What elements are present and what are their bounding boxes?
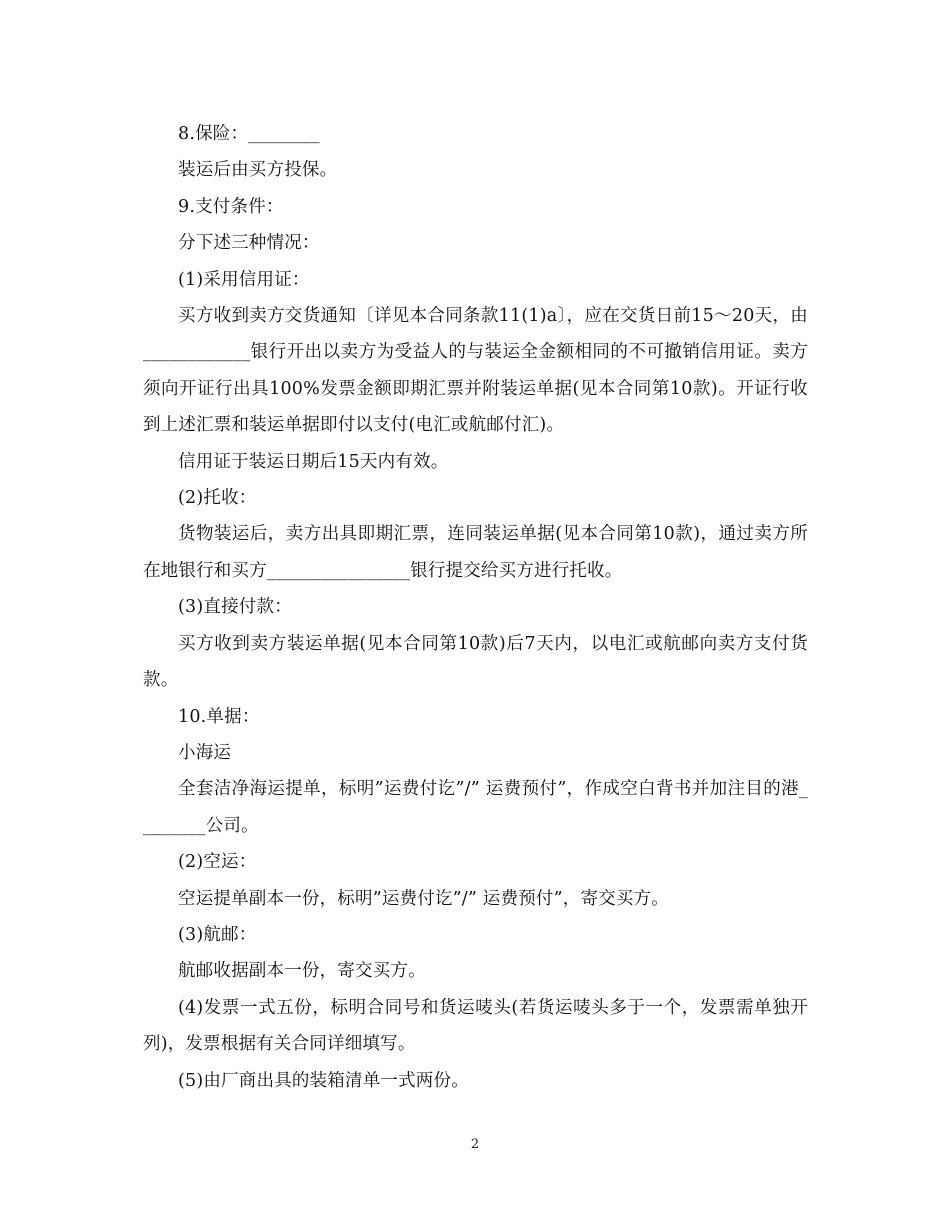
clause-insurance-heading: 8.保险：________ bbox=[178, 124, 320, 144]
payment-collection-text: 货物装运后，卖方出具即期汇票，连同装运单据(见本合同第10款)，通过卖方所在地银行和买方________________银行提交给买方进行托收。 bbox=[143, 524, 808, 581]
payment-collection-heading: (2)托收： bbox=[178, 488, 257, 509]
payment-intro: 分下述三种情况： bbox=[178, 233, 320, 254]
documents-airmail-heading: (3)航邮： bbox=[178, 924, 257, 945]
documents-invoice-text: (4)发票一式五份，标明合同号和货运唛头(若货运唛头多于一个，发票需单独开列)，发票根据有关合同详细填写。 bbox=[143, 997, 808, 1055]
documents-ocean-text: 全套洁净海运提单，标明”运费付讫”/” 运费预付”，作成空白背书并加注目的港________公司。 bbox=[143, 779, 808, 836]
documents-air-text: 空运提单副本一份，标明”运费付讫”/” 运费预付”，寄交买方。 bbox=[178, 888, 669, 909]
payment-lc-validity: 信用证于装运日期后15天内有效。 bbox=[178, 451, 449, 472]
documents-packing-list-text: (5)由厂商出具的装箱清单一式两份。 bbox=[178, 1070, 469, 1091]
documents-ocean-heading: 小海运 bbox=[178, 742, 232, 763]
clause-documents-heading: 10.单据： bbox=[178, 706, 260, 727]
payment-lc-heading: (1)采用信用证： bbox=[178, 269, 310, 290]
payment-direct-heading: (3)直接付款： bbox=[178, 597, 292, 618]
page-number: 2 bbox=[470, 1137, 480, 1152]
document-body bbox=[143, 116, 808, 1099]
clause-payment-heading: 9.支付条件： bbox=[178, 196, 284, 217]
clause-insurance-text: 装运后由买方投保。 bbox=[178, 160, 338, 181]
payment-lc-text: 买方收到卖方交货通知〔详见本合同条款11(1)a〕，应在交货日前15～20天，由____________银行开出以卖方为受益人的与装运全金额相同的不可撤销信用证。卖方须向开证行出具100%发票金额即期汇票并附装运单据(见本合同第10款)。开证行收到上述汇票和装运单据即付以支付(电汇或航邮付汇)。 bbox=[143, 306, 808, 436]
documents-air-heading: (2)空运： bbox=[178, 852, 257, 873]
payment-direct-text: 买方收到卖方装运单据(见本合同第10款)后7天内，以电汇或航邮向卖方支付货款。 bbox=[143, 633, 808, 691]
documents-airmail-text: 航邮收据副本一份，寄交买方。 bbox=[178, 961, 426, 982]
